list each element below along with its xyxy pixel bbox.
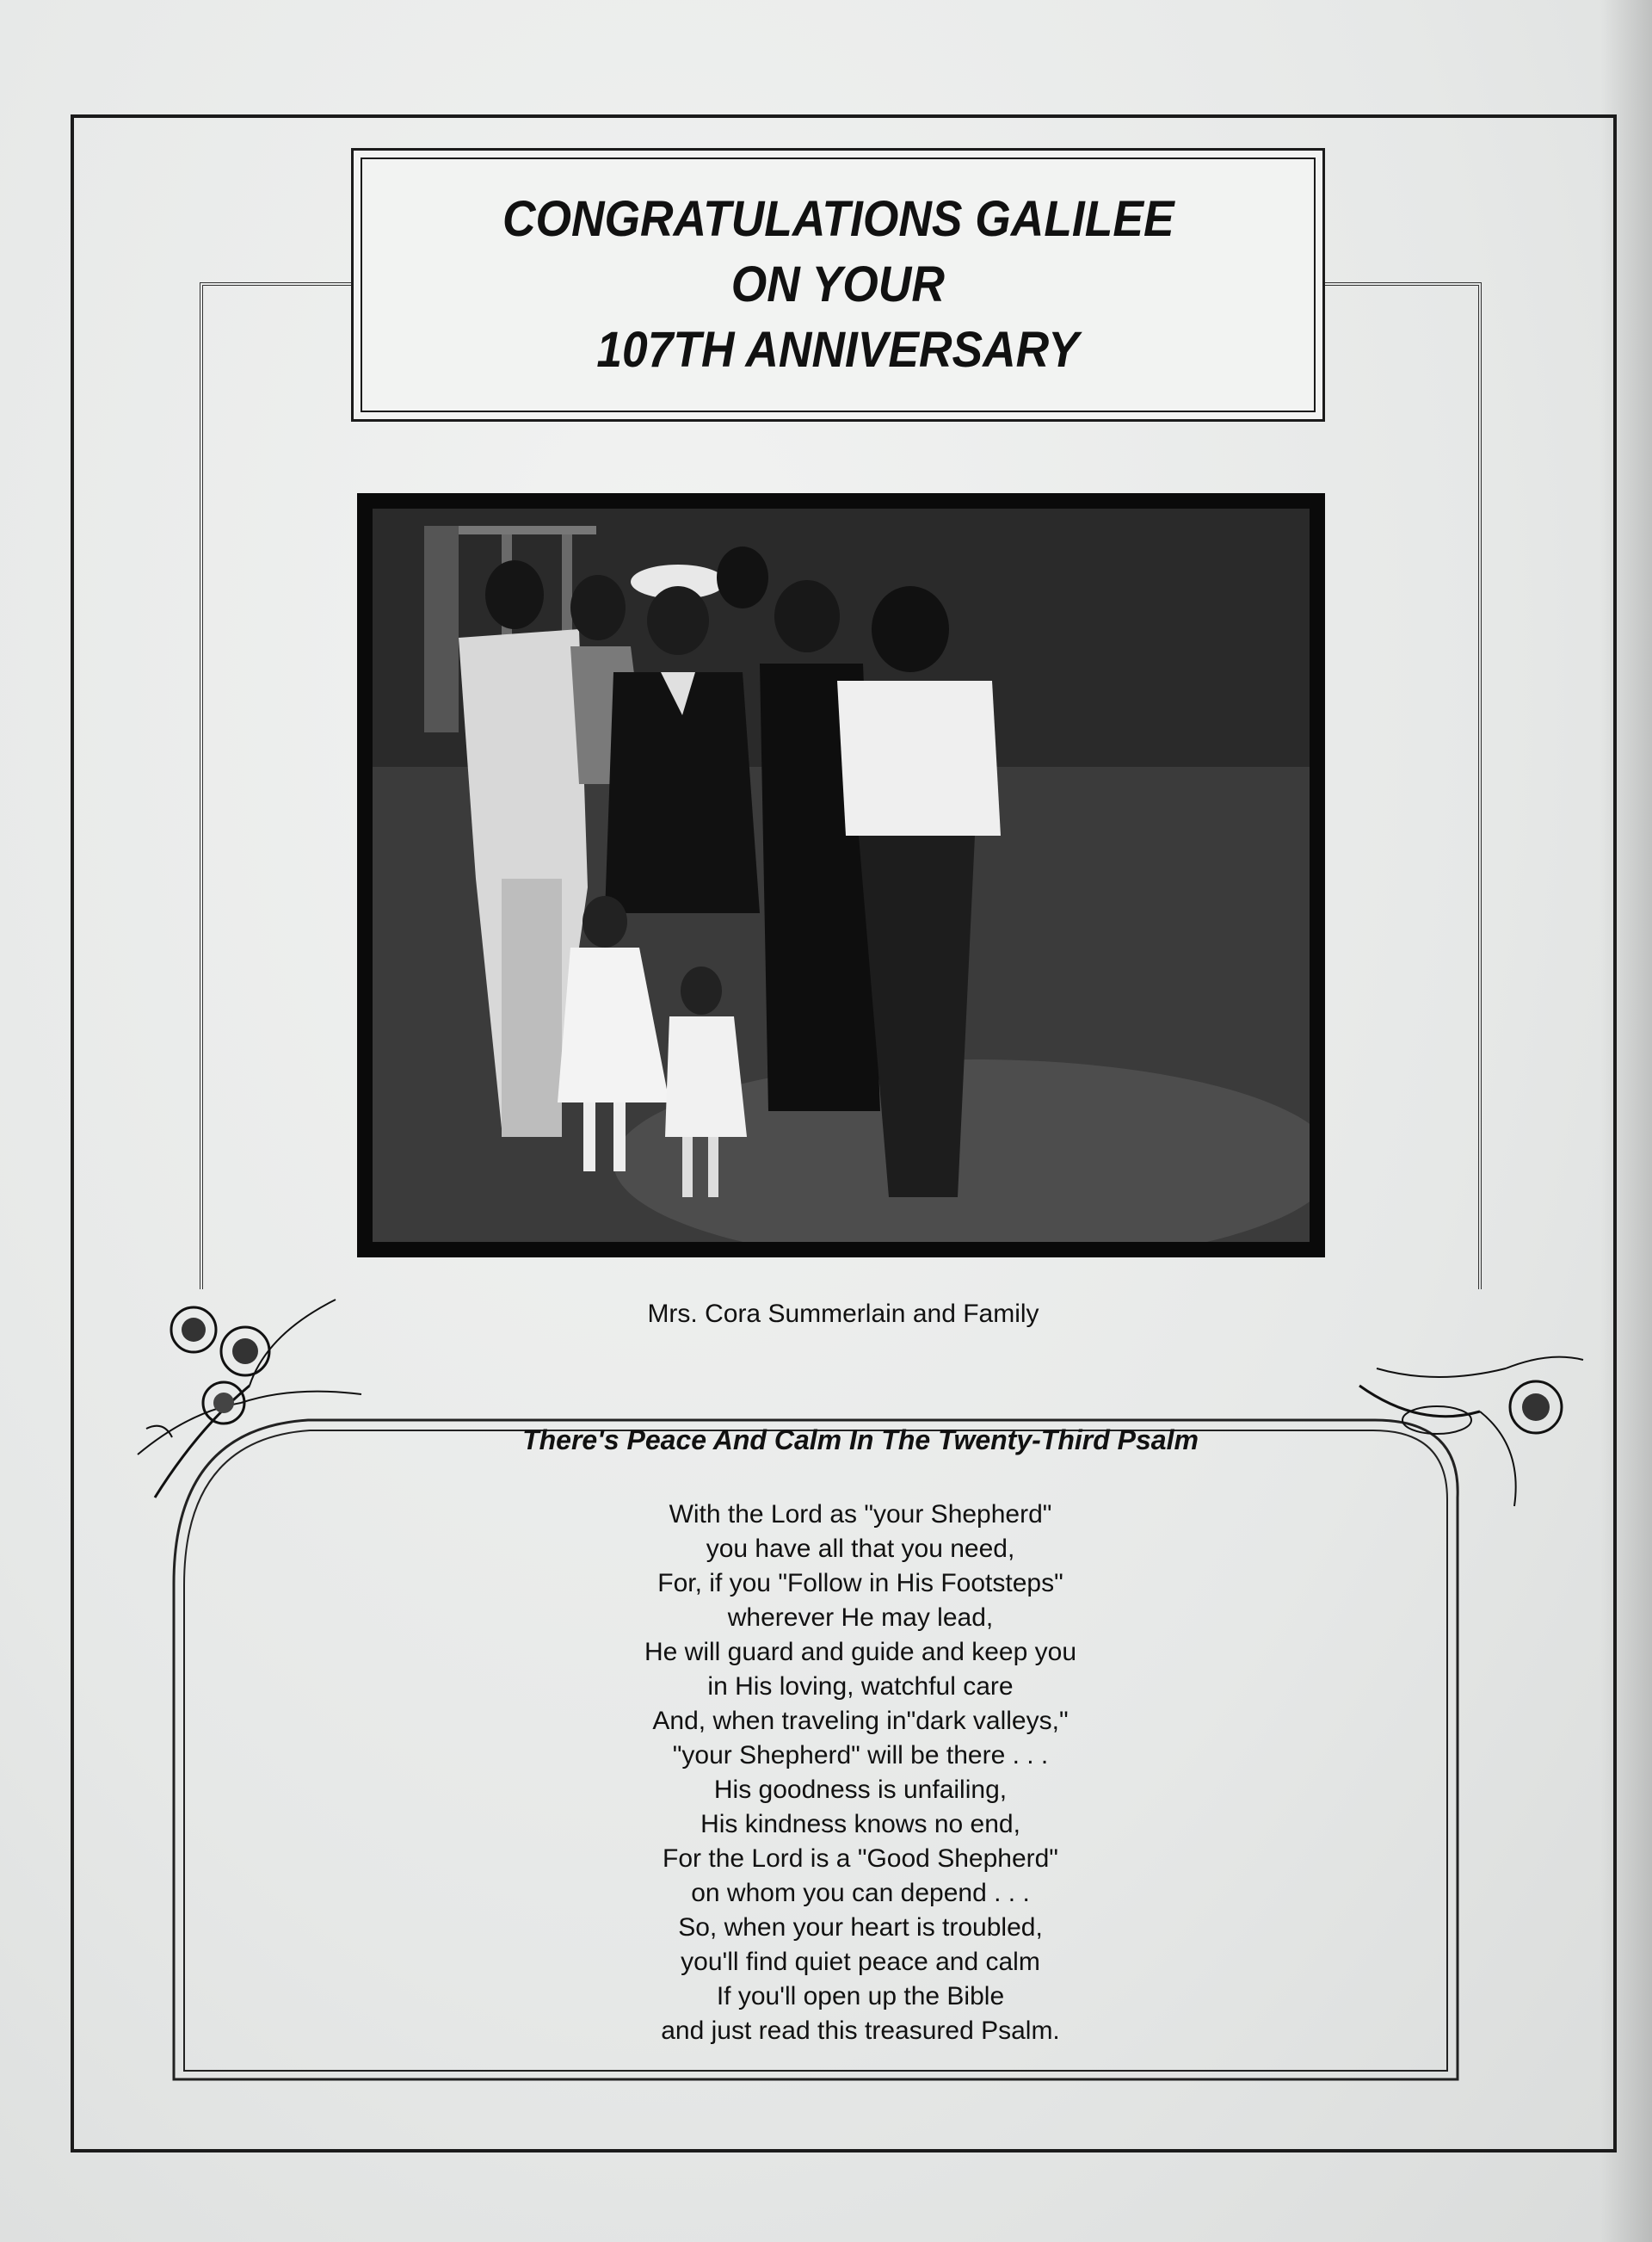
carnation-flower-icon (1510, 1381, 1562, 1433)
poem-line: For the Lord is a "Good Shepherd" (663, 1844, 1058, 1873)
poem-body (516, 1498, 1205, 2048)
right-carnation-flourish (1351, 1334, 1592, 1523)
title-banner (351, 148, 1325, 422)
family-photo (373, 509, 1310, 1242)
poem-line: and just read this treasured Psalm. (661, 2017, 1060, 2045)
poem-line: He will guard and guide and keep you (644, 1638, 1077, 1666)
poem-line: in His loving, watchful care (707, 1672, 1014, 1701)
poem-line: For, if you "Follow in His Footsteps" (657, 1569, 1063, 1597)
poem-title: There's Peace And Calm In The Twenty-Third Psalm (522, 1424, 1199, 1455)
family-photo-illustration (373, 509, 1310, 1242)
carnation-flower-icon (171, 1307, 269, 1424)
photo-caption: Mrs. Cora Summerlain and Family (647, 1300, 1039, 1328)
poem-line: on whom you can depend . . . (691, 1879, 1030, 1907)
poem-line: you have all that you need, (706, 1535, 1015, 1563)
poem-line: With the Lord as "your Shepherd" (669, 1500, 1052, 1529)
poem-line: So, when your heart is troubled, (678, 1913, 1043, 1942)
title-banner-inner (361, 157, 1316, 412)
title-line-2: ON YOUR (730, 256, 946, 312)
poem-line: you'll find quiet peace and calm (681, 1948, 1040, 1976)
poem-line: wherever He may lead, (727, 1603, 994, 1632)
left-carnation-flourish (120, 1282, 379, 1506)
poem-line: "your Shepherd" will be there . . . (672, 1741, 1049, 1770)
poem-line: His kindness knows no end, (700, 1810, 1020, 1838)
poem-line: And, when traveling in"dark valleys," (652, 1707, 1069, 1735)
poem-line: If you'll open up the Bible (716, 1982, 1005, 2010)
title-line-1: CONGRATULATIONS GALILEE (502, 191, 1174, 247)
title-line-3: 107TH ANNIVERSARY (596, 322, 1080, 378)
family-photo-frame (357, 493, 1325, 1257)
poem-line: His goodness is unfailing, (713, 1776, 1008, 1804)
